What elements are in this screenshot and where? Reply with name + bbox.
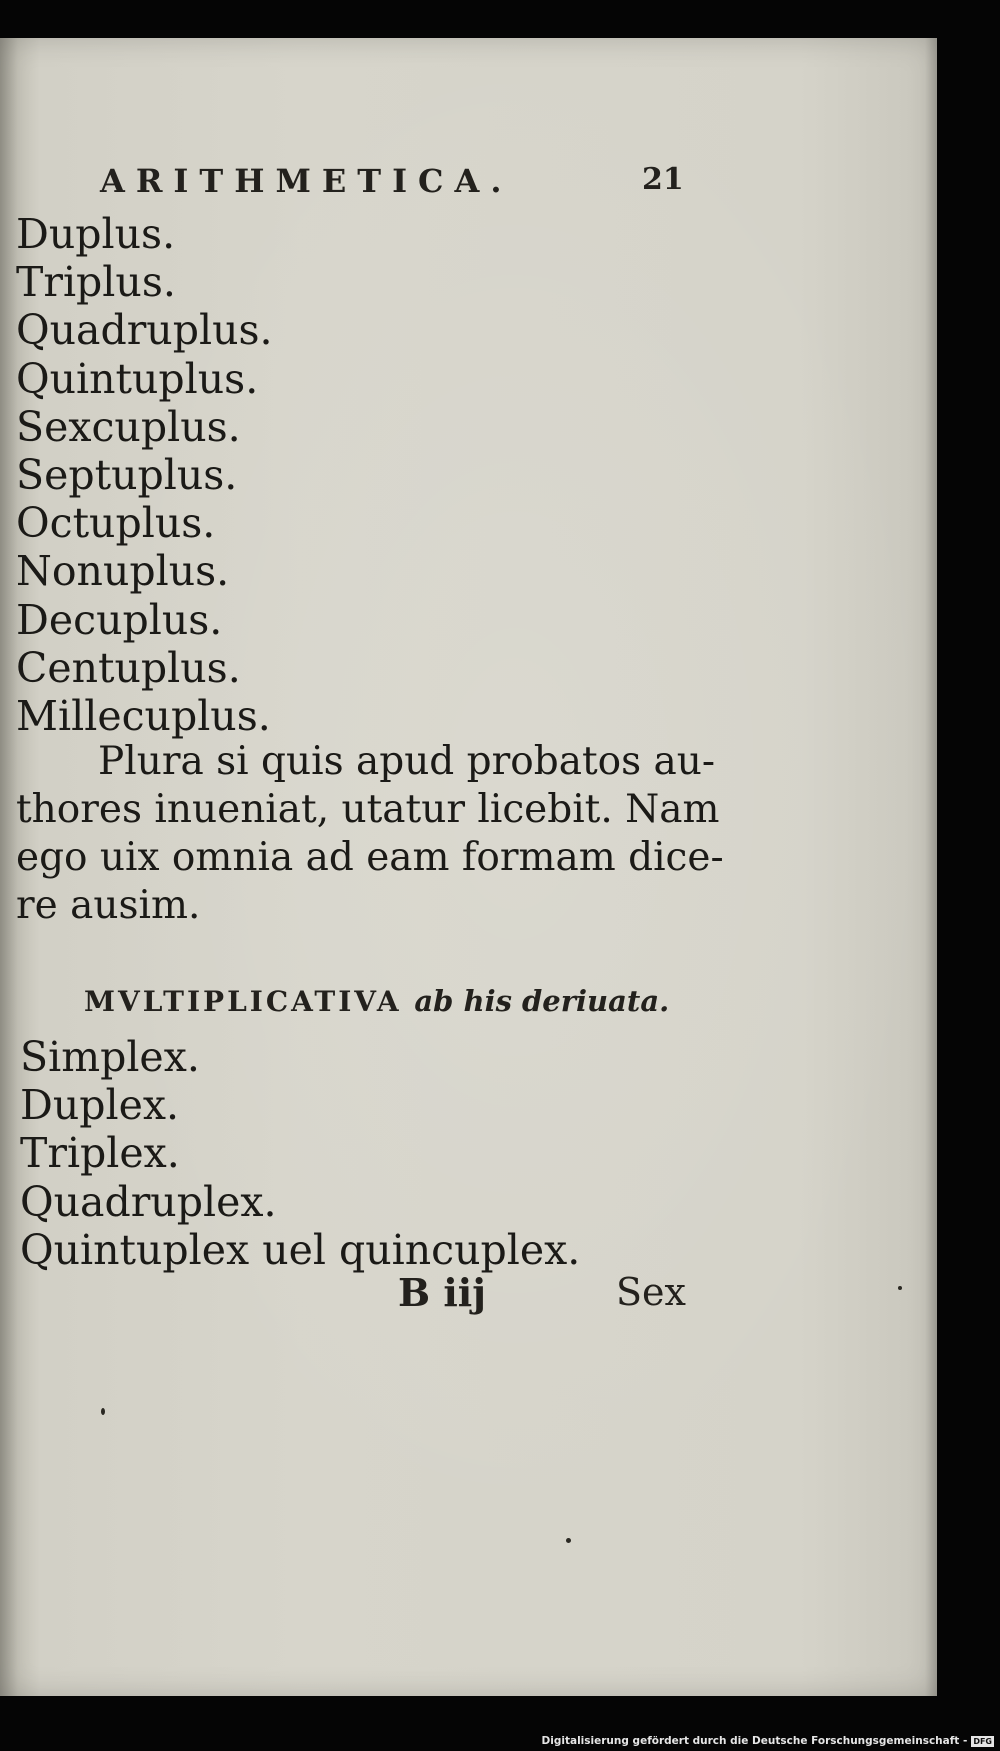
running-header: ARITHMETICA. [100,162,513,200]
book-page [0,38,937,1696]
list-item: Duplex. [20,1081,180,1130]
paragraph-line: thores inueniat, utatur licebit. Nam [16,787,720,832]
catchword: Sex [616,1270,686,1314]
list-item: Centuplus. [16,643,241,692]
multiplicative-terms-list [20,1033,580,1274]
page-number: 21 [642,162,684,197]
list-item: Octuplus. [16,499,216,548]
paper-speck [566,1538,571,1543]
signature-mark: B iij [398,1270,486,1315]
list-item: Decuplus. [16,595,223,644]
paragraph-line: Plura si quis apud probatos au- [98,739,716,784]
section-heading-caps: MVLTIPLICATIVA [84,985,402,1018]
list-item: Simplex. [20,1033,200,1081]
paper-speck [101,1408,105,1415]
list-item: Septuplus. [16,451,238,500]
list-item: Nonuplus. [16,547,230,596]
digitization-credit [542,1735,994,1747]
paragraph-line: re ausim. [16,883,201,928]
list-item: Duplus. [16,210,176,258]
paper-speck [898,1286,902,1290]
paragraph-line: ego uix omnia ad eam formam dice- [16,835,724,880]
section-heading [84,984,669,1018]
list-item: Triplus. [16,258,176,307]
body-paragraph [16,738,724,930]
list-item: Quadruplex. [20,1177,277,1226]
list-item: Millecuplus. [16,692,271,741]
list-item: Sexcuplus. [16,402,241,451]
list-item: Quintuplex uel quincuplex. [20,1225,581,1274]
list-item: Quintuplus. [16,354,259,403]
credit-text: Digitalisierung gefördert durch die Deutsche Forschungsgemeinschaft - [541,1735,968,1747]
list-item: Quadruplus. [16,306,273,355]
section-heading-italic: ab his deriuata. [414,984,670,1018]
list-item: Triplex. [20,1129,180,1178]
dfg-logo: DFG [973,1736,992,1746]
multiple-terms-list [16,210,273,740]
